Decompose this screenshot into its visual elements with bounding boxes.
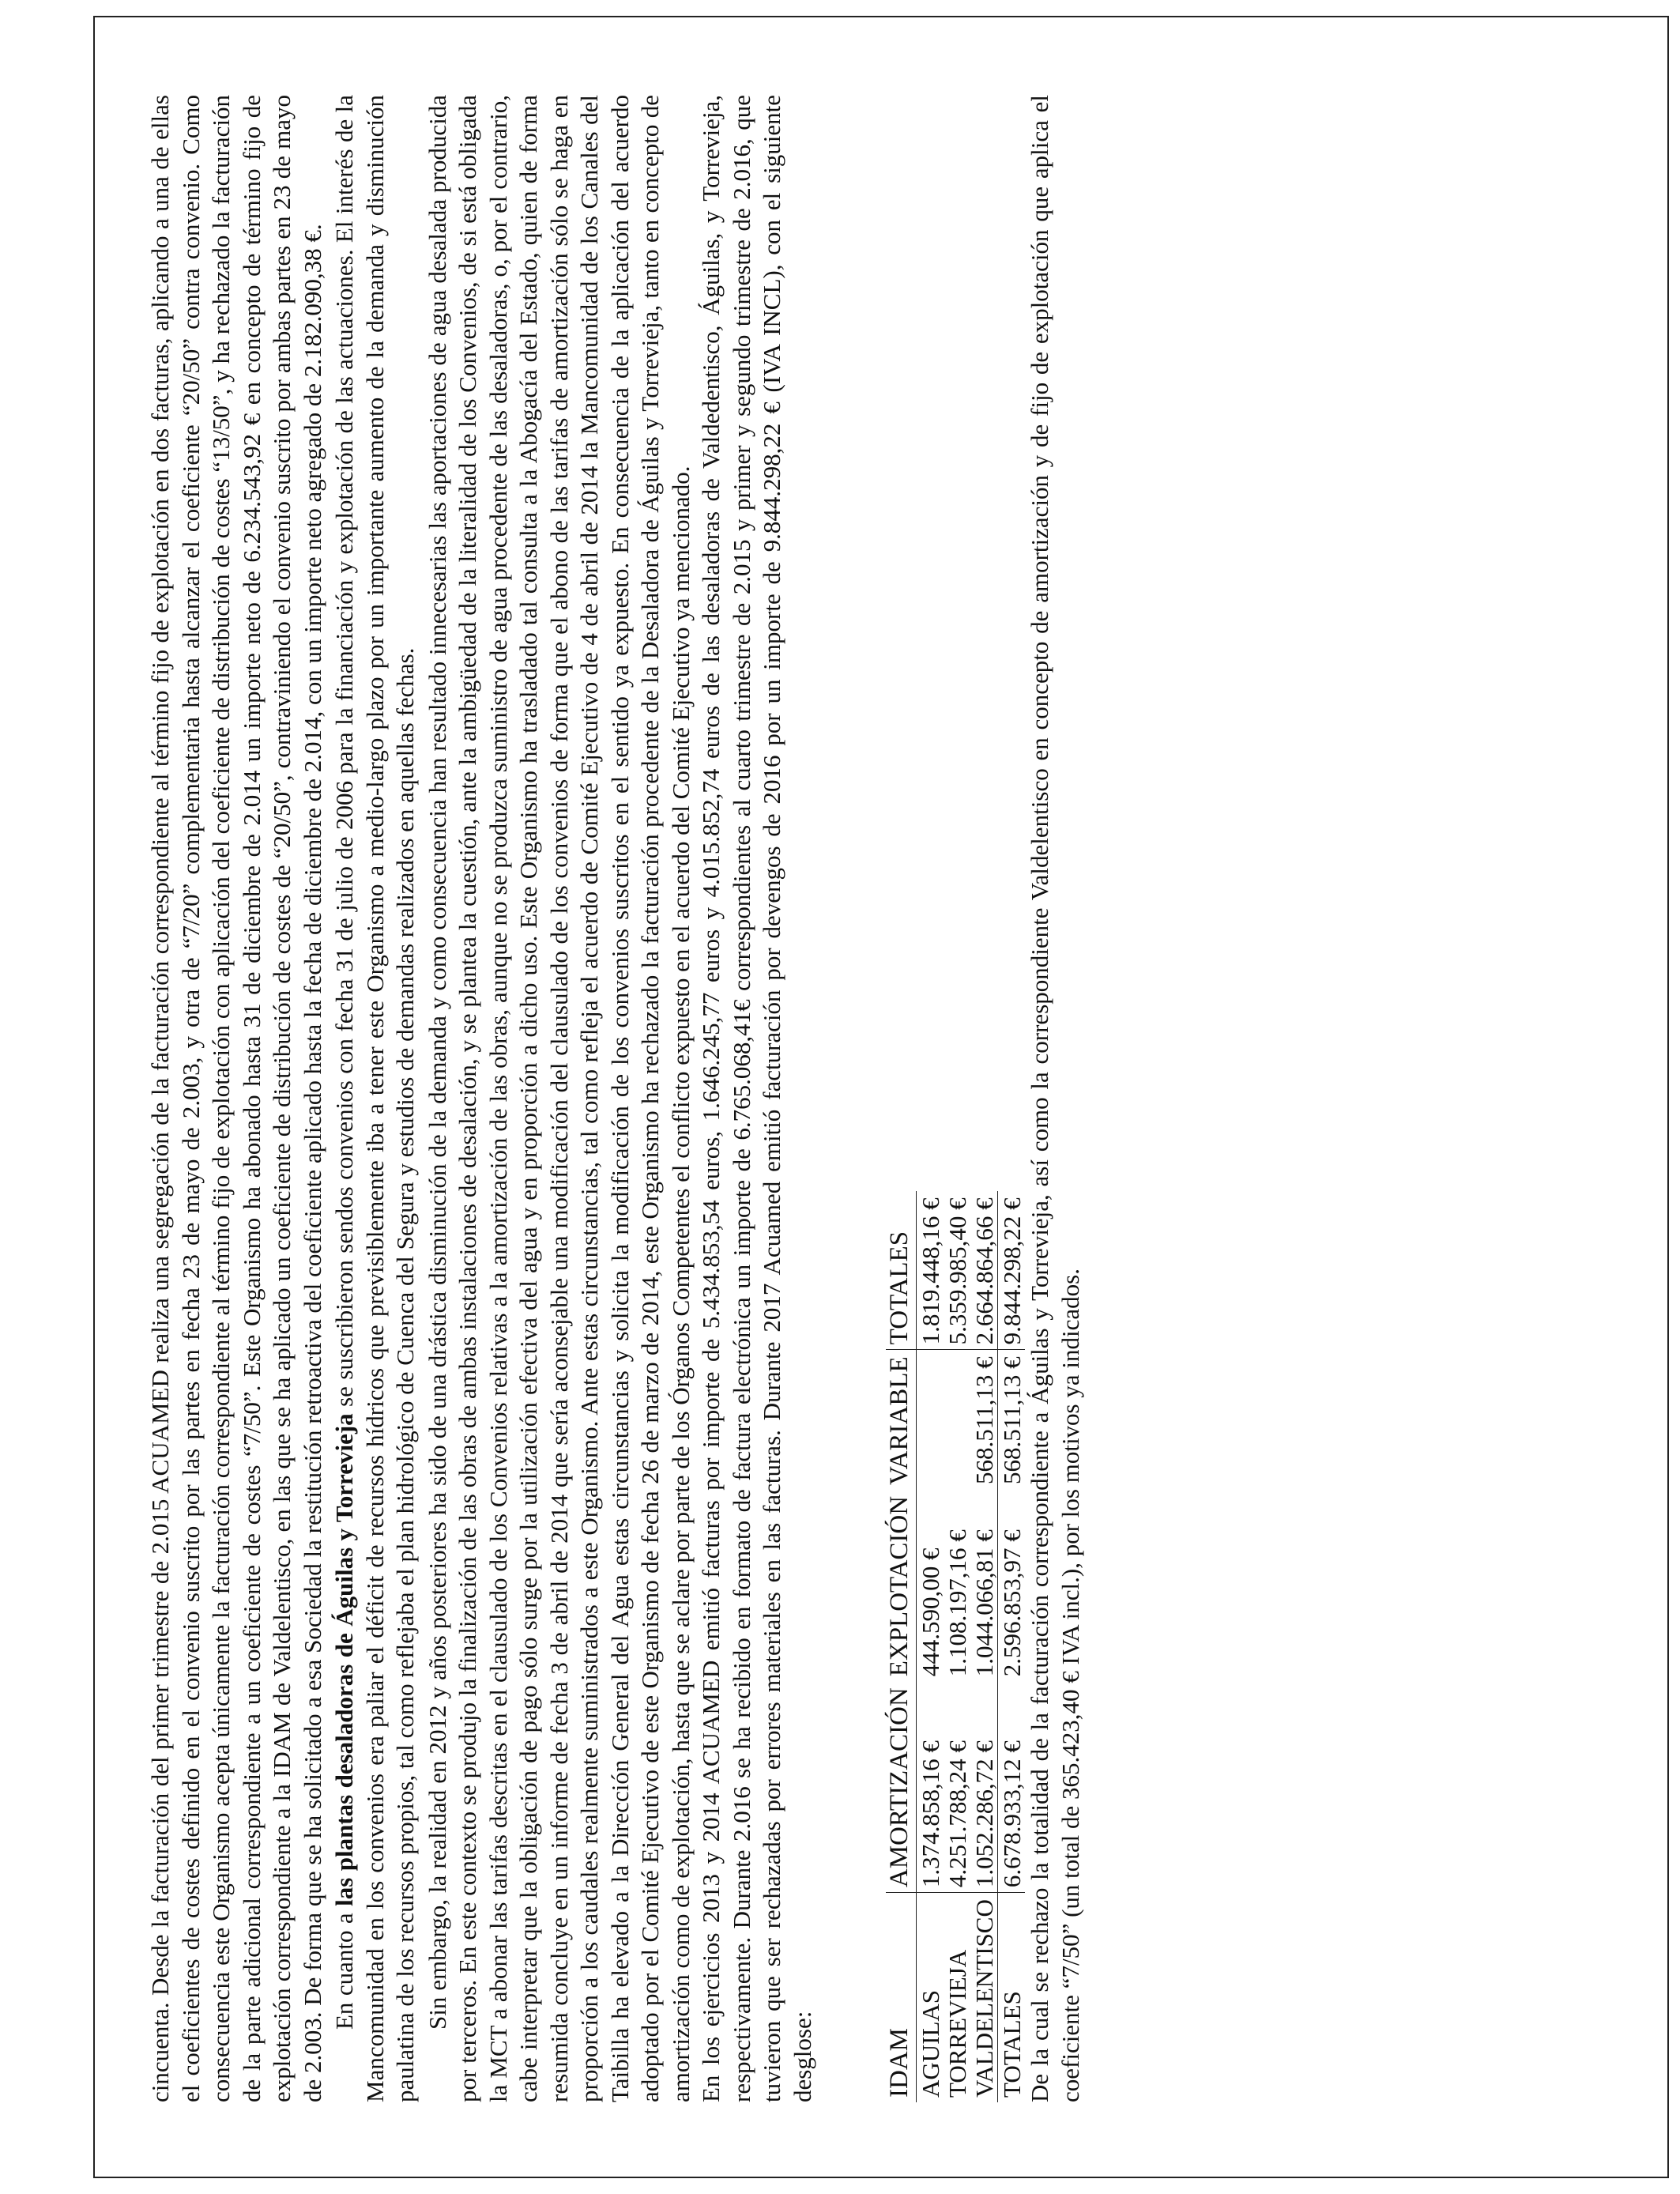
header-explotacion: EXPLOTACIÓN — [886, 1490, 917, 1681]
cell-totales-label: TOTALES — [998, 1893, 1026, 2102]
cell-explotacion: 444.590,00 € — [917, 1547, 944, 1677]
cell-idam: TORREVIEJA — [944, 1893, 970, 2102]
header-variable: VARIABLE — [886, 1350, 917, 1490]
header-totales: TOTALES — [886, 1191, 917, 1350]
cell-idam: AGUILAS — [917, 1893, 944, 2102]
cell-variable — [944, 1350, 970, 1490]
cell-explotacion: 1.044.066,81 € — [970, 1529, 998, 1677]
cell-amortizacion: 1.052.286,72 € — [970, 1740, 998, 1888]
paragraph-bold-plants: las plantas desaladoras de Águilas y Torrevieja — [330, 1413, 358, 1906]
cell-explotacion: 1.108.197,16 € — [944, 1529, 971, 1677]
table-row — [970, 1191, 998, 2102]
table-header-row — [886, 1191, 917, 2102]
cell-variable: 568.511,13 € — [970, 1350, 998, 1490]
table-total-row — [998, 1191, 1026, 2102]
cell-total: 2.664.864,66 € — [970, 1197, 998, 1345]
paragraph-lead: En cuanto a — [330, 1906, 358, 2030]
cell-grand-total: 9.844.298,22 € — [998, 1191, 1026, 1350]
document-body — [145, 95, 1086, 2102]
cell-total: 1.819.448,16 € — [917, 1197, 944, 1345]
paragraph-aguilas-torrevieja — [330, 95, 421, 2102]
paragraph-closing: De la cual se rechazo la totalidad de la facturación correspondiente a Águilas y Torrevieja, así como la correspondiente Valdelentisco en concepto de amortización y de fijo de explotación que aplica el coeficiente “7/50” (un total de 365.423,40 € IVA incl.), por los motivos ya indicados. — [1026, 95, 1084, 2102]
paragraph-acuamed-segregation: cincuenta. Desde la facturación del primer trimestre de 2.015 ACUAMED realiza una segregación de la facturación correspondiente al término fijo de explotación en dos facturas, aplicando a una de ellas el coeficientes de costes definido en el convenio suscrito por las partes en fecha 23 de mayo de 2.003, y otra de “7/20” complementaria hasta alcanzar el coeficiente “20/50” contra convenio. Como consecuencia este Organismo acepta únicamente la facturación correspondiente al término fijo de explotación con aplicación del coeficiente de distribución de costes “13/50”, y ha rechazado la facturación de la parte adicional correspondiente a un coeficiente de costes “7/50”. Este Organismo ha abonado hasta 31 de diciembre de 2.014 un importe neto de 6.234.543,92 € en concepto de término fijo de explotación correspondiente a la IDAM de Valdelentisco, en las que se ha aplicado un coeficiente de distribución de costes de “20/50”, contraviniendo el convenio suscrito por ambas partes en 23 de mayo de 2.003. De forma que se ha solicitado a esa Sociedad la restitución retroactiva del coeficiente aplicado hasta la fecha de diciembre de 2.014, con un importe neto agregado de 2.182.090,38 €. — [146, 95, 326, 2102]
breakdown-table — [886, 1191, 1025, 2102]
cell-variable — [917, 1350, 944, 1490]
cell-total-variable: 568.511,13 € — [998, 1350, 1026, 1490]
table-row — [917, 1191, 944, 2102]
header-idam: IDAM — [886, 1893, 917, 2102]
cell-idam: VALDELENTISCO — [970, 1893, 998, 2102]
cell-total-amortizacion: 6.678.933,12 € — [998, 1681, 1026, 1892]
cell-amortizacion: 4.251.788,24 € — [944, 1740, 971, 1888]
cell-amortizacion: 1.374.858,16 € — [917, 1740, 944, 1888]
table-row — [944, 1191, 970, 2102]
rotated-page — [93, 16, 1669, 2178]
cell-total: 5.359.985,40 € — [944, 1197, 971, 1345]
cell-total-explotacion: 2.596.853,97 € — [998, 1490, 1026, 1681]
paragraph-demand-decrease: Sin embargo, la realidad en 2012 y años posteriores ha sido de una drástica disminución de la demanda y como consecuencia han resultado innecesarias las aportaciones de agua desalada producida por terceros. En este contexto se produjo la finalización de las obras de ambas instalaciones de desalación, y se plantea la cuestión, ante la ambigüedad de la literalidad de los Convenios, de si está obligada la MCT a abonar las tarifas descritas en el clausulado de los Convenios relativas a la amortización de las obras, aunque no se produzca suministro de agua procedente de las desaladoras, o, por el contrario, cabe interpretar que la obligación de pago sólo surge por la utilización efectiva del agua y en proporción a dicho uso. Este Organismo ha trasladado tal consulta a la Abogacía del Estado, quien de forma resumida concluye en un informe de fecha 3 de abril de 2014 que sería aconsejable una modificación del clausulado de los convenios de forma que el abono de las tarifas de amortización sólo se haga en proporción a los caudales realmente suministrados a este Organismo. Ante estas circunstancias, tal como refleja el acuerdo de Comité Ejecutivo de 4 de abril de 2014 la Mancomunidad de los Canales del Taibilla ha elevado a la Dirección General del Agua estas circunstancias y solicita la modificación de los convenios suscritos en el sentido ya expuesto. En consecuencia de la aplicación del acuerdo adoptado por el Comité Ejecutivo de este Organismo de fecha 26 de marzo de 2014, este Organismo ha rechazado la facturación procedente de la Desaladora de Águilas y Torrevieja, tanto en concepto de amortización como de explotación, hasta que se aclare por parte de los Órganos Competentes el conflicto expuesto en el acuerdo del Comité Ejecutivo ya mencionado. — [423, 95, 695, 2102]
header-amortizacion: AMORTIZACIÓN — [886, 1681, 917, 1892]
paragraph-convenios: se suscribieron sendos convenios con fecha 31 de julio de 2006 para la financiación y explotación de las actuaciones. El interés de la Mancomunidad en los convenios era paliar el déficit de recursos hídricos que previsiblemente iba a tener este Organismo a medio-largo plazo por un importante aumento de la demanda y disminución paulatina de los recursos propios, tal como reflejaba el plan hidrológico de Cuenca del Segura y estudios de demandas realizados en aquellas fechas. — [330, 94, 419, 2102]
paragraph-invoices: En los ejercicios 2013 y 2014 ACUAMED emitió facturas por importe de 5.434.853,54 euros, 1.646.245,77 euros y 4.015.852,74 euros de las desaladoras de Valdedentisco, Águilas, y Torrevieja, respectivamente. Durante 2.016 se ha recibido en formato de factura electrónica un importe de 6.765.068,41€ correspondientes al cuarto trimestre de 2.015 y primer y segundo trimestre de 2.016, que tuvieron que ser rechazadas por errores materiales en las facturas. Durante 2017 Acuamed emitió facturación por devengos de 2016 por un importe de 9.844.298,22 € (IVA INCL), con el siguiente desglose: — [697, 95, 816, 2102]
